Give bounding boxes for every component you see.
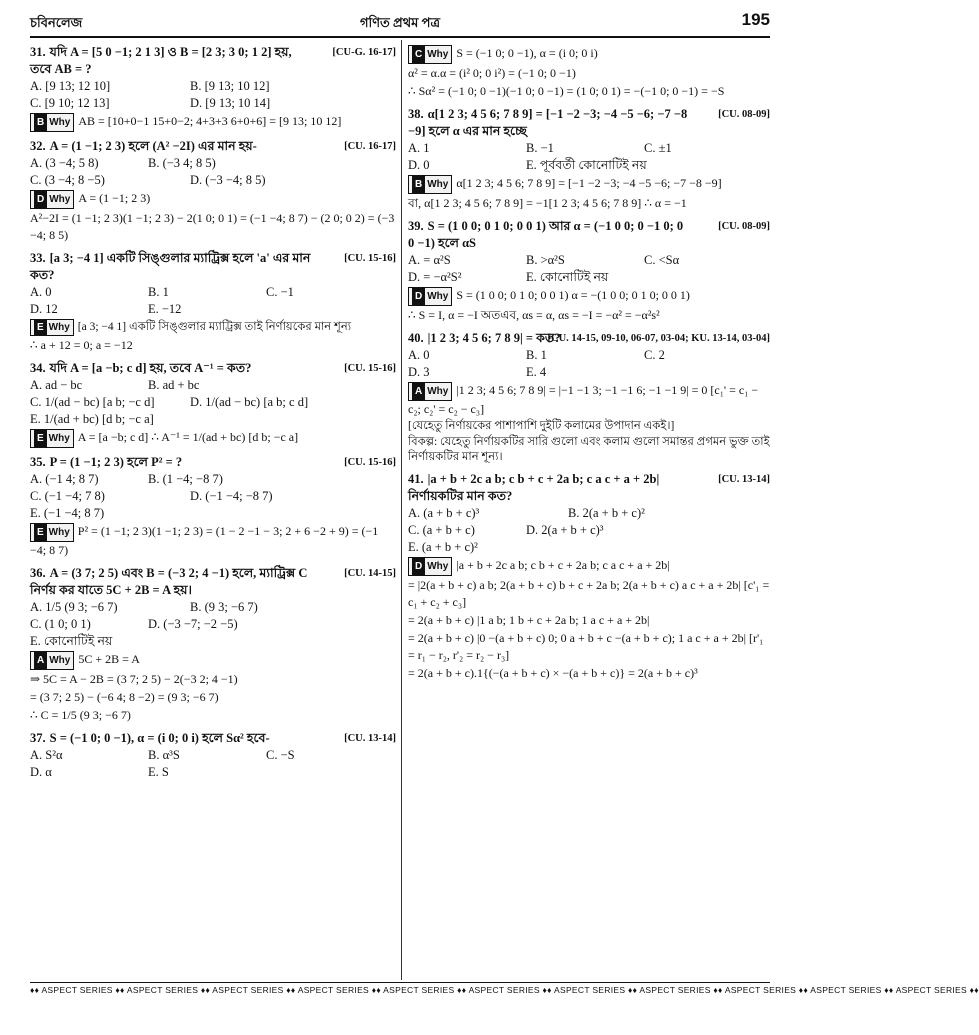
question-number: 36. bbox=[30, 566, 46, 580]
answer-letter: E bbox=[34, 430, 47, 447]
solution-label: Why bbox=[427, 49, 449, 60]
question-heading bbox=[30, 730, 396, 747]
solution-line bbox=[30, 651, 396, 670]
option-item: E. (a + b + c)² bbox=[408, 540, 478, 554]
solution-block bbox=[408, 287, 770, 324]
page-number: 195 bbox=[741, 10, 770, 29]
solution-text: AB = [10+0−1 15+0−2; 4+3+3 6+0+6] = [9 13; 10 12] bbox=[78, 114, 342, 128]
solution-badge bbox=[30, 190, 74, 209]
question-text: [a 3; −4 1] একটি সিঙ্গুলার ম্যাট্রিক্স হলে 'a' এর মান কত? bbox=[30, 251, 311, 282]
option-item: E. S bbox=[148, 765, 169, 779]
solution-line bbox=[408, 382, 770, 418]
solution-badge bbox=[30, 319, 74, 336]
solution-text: A = (1 −1; 2 3) bbox=[78, 191, 151, 205]
option-item: B. (−3 4; 8 5) bbox=[148, 156, 216, 170]
solution-text: P² = (1 −1; 2 3)(1 −1; 2 3) = (1 − 2 −1 − 3; 2 + 6 −2 + 9) = (−1 −4; 8 7) bbox=[30, 524, 379, 557]
question-reference: [CU. 16-17] bbox=[344, 141, 396, 152]
solution-text: α² = α.α = (i² 0; 0 i²) = (−1 0; 0 −1) bbox=[408, 66, 576, 80]
solution-label: Why bbox=[49, 117, 71, 128]
option-item: D. [9 13; 10 14] bbox=[190, 96, 271, 110]
option-item: E. (−1 −4; 8 7) bbox=[30, 506, 105, 520]
option-item: B. 1 bbox=[148, 285, 169, 299]
solution-text: [যেহেতু নির্ণায়কের পাশাপাশি দুইটি কলামের উপাদান একই।] bbox=[408, 420, 675, 432]
solution-text: = |2(a + b + c) a b; 2(a + b + c) b + c + 2a b; 2(a + b + c) a c + a + 2b| [c'₁ = c₁ + c₂ + c₃] bbox=[408, 578, 770, 609]
question-text: যদি A = [5 0 −1; 2 1 3] ও B = [2 3; 3 0; 1 2] হয়, তবে AB = ? bbox=[30, 45, 292, 76]
solution-line bbox=[30, 113, 396, 132]
option-item: A. 1 bbox=[408, 141, 430, 155]
solution-text: = 2(a + b + c).1{(−(a + b + c) × −(a + b + c)} = 2(a + b + c)³ bbox=[408, 666, 698, 680]
option-item: B. (9 3; −6 7) bbox=[190, 600, 258, 614]
solution-block bbox=[30, 651, 396, 724]
question-heading bbox=[408, 330, 770, 347]
solution-label: Why bbox=[48, 433, 70, 444]
option-item: A. = α²S bbox=[408, 253, 451, 267]
option-item: A. 0 bbox=[408, 348, 430, 362]
question-reference: [CU. 13-14] bbox=[718, 474, 770, 485]
solution-line bbox=[30, 707, 396, 724]
option-item: D. 2(a + b + c)³ bbox=[526, 523, 604, 537]
option-item: A. S²α bbox=[30, 748, 63, 762]
option-item: D. (−3 −7; −2 −5) bbox=[148, 617, 238, 631]
question-heading bbox=[408, 106, 770, 140]
question-number: 37. bbox=[30, 731, 46, 745]
option-item: C. (1 0; 0 1) bbox=[30, 617, 91, 631]
option-item: A. 1/5 (9 3; −6 7) bbox=[30, 600, 118, 614]
answer-letter: E bbox=[34, 524, 47, 541]
solution-line bbox=[30, 671, 396, 688]
solution-block bbox=[408, 175, 770, 212]
option-item: C. 2 bbox=[644, 348, 665, 362]
answer-letter: E bbox=[34, 320, 47, 335]
solution-line bbox=[408, 612, 770, 629]
answer-letter: A bbox=[34, 652, 47, 669]
options-list bbox=[30, 599, 396, 650]
solution-text: A = [a −b; c d] ∴ A⁻¹ = 1/(ad + bc) [d b; −c a] bbox=[77, 430, 299, 444]
question-heading bbox=[30, 250, 396, 284]
option-item: E. 4 bbox=[526, 365, 547, 379]
question-block bbox=[30, 730, 396, 781]
option-item: C. 1/(ad − bc) [a b; −c d] bbox=[30, 395, 155, 409]
solution-badge bbox=[408, 175, 452, 194]
option-item: D. = −α²S² bbox=[408, 270, 462, 284]
right-column bbox=[408, 44, 770, 974]
option-item: B. −1 bbox=[526, 141, 554, 155]
solution-text: = (3 7; 2 5) − (−6 4; 8 −2) = (9 3; −6 7) bbox=[30, 690, 219, 704]
question-block bbox=[408, 330, 770, 465]
option-item: D. (−3 −4; 8 5) bbox=[190, 173, 266, 187]
solution-text: 5C + 2B = A bbox=[78, 652, 140, 666]
option-item: D. 1/(ad − bc) [a b; c d] bbox=[190, 395, 309, 409]
left-column bbox=[30, 44, 396, 974]
solution-label: Why bbox=[427, 386, 449, 397]
answer-letter: B bbox=[34, 114, 47, 131]
option-item: B. (1 −4; −8 7) bbox=[148, 472, 223, 486]
solution-text: ∴ S = I, α = −I অতএব, αs = α, αs = −I = −α² = −α²s² bbox=[408, 308, 660, 322]
solution-text: |1 2 3; 4 5 6; 7 8 9| = |−1 −1 3; −1 −1 6; −1 −1 9| = 0 [c₁' = c₁ − c₂; c₂' = c₂ − c₃] bbox=[408, 383, 759, 416]
question-number: 34. bbox=[30, 361, 46, 375]
solution-line bbox=[30, 190, 396, 209]
solution-label: Why bbox=[48, 322, 70, 333]
solution-line bbox=[408, 287, 770, 306]
solution-line bbox=[30, 337, 396, 354]
option-item: A. [9 13; 12 10] bbox=[30, 79, 111, 93]
solution-line bbox=[408, 195, 770, 212]
question-reference: [CU-G. 16-17] bbox=[332, 47, 396, 58]
solution-text: S = (−1 0; 0 −1), α = (i 0; 0 i) bbox=[456, 46, 598, 60]
question-number: 38. bbox=[408, 107, 424, 121]
options-list bbox=[30, 377, 396, 428]
solution-line bbox=[408, 45, 770, 64]
column-divider bbox=[401, 40, 402, 980]
question-number: 35. bbox=[30, 455, 46, 469]
solution-block bbox=[30, 319, 396, 354]
header-center-title: গণিত প্রথম পত্র bbox=[359, 15, 441, 30]
solution-line bbox=[408, 557, 770, 576]
option-item: A. (a + b + c)³ bbox=[408, 506, 480, 520]
question-block bbox=[30, 138, 396, 244]
option-item: A. (−1 4; 8 7) bbox=[30, 472, 99, 486]
question-text: S = (−1 0; 0 −1), α = (i 0; 0 i) হলে Sα² হবে- bbox=[49, 731, 270, 745]
solution-block bbox=[30, 190, 396, 244]
options-list bbox=[30, 747, 396, 781]
option-item: A. 0 bbox=[30, 285, 52, 299]
solution-text: বা, α[1 2 3; 4 5 6; 7 8 9] = −1[1 2 3; 4 5 6; 7 8 9] ∴ α = −1 bbox=[408, 196, 687, 210]
solution-line bbox=[30, 523, 396, 559]
solution-block bbox=[30, 113, 396, 132]
question-heading bbox=[30, 565, 396, 599]
solution-text: ⇒ 5C = A − 2B = (3 7; 2 5) − 2(−3 2; 4 −1) bbox=[30, 672, 238, 686]
solution-block bbox=[408, 382, 770, 465]
question-reference: [CU. 08-09] bbox=[718, 221, 770, 232]
option-item: E. কোনোটিই নয় bbox=[30, 634, 113, 648]
option-item: B. α³S bbox=[148, 748, 180, 762]
answer-letter: D bbox=[412, 288, 425, 305]
solution-text: α[1 2 3; 4 5 6; 7 8 9] = [−1 −2 −3; −4 −5 −6; −7 −8 −9] bbox=[456, 176, 722, 190]
solution-text: ∴ C = 1/5 (9 3; −6 7) bbox=[30, 708, 131, 722]
solution-text: = 2(a + b + c) |0 −(a + b + c) 0; 0 a + b + c −(a + b + c); 1 a c + a + 2b| [r'₁ = r₁ − r₂, r'₂ = r₂ − r₃] bbox=[408, 631, 764, 662]
option-item: C. (a + b + c) bbox=[408, 523, 475, 537]
solution-line bbox=[408, 419, 770, 434]
question-number: 33. bbox=[30, 251, 46, 265]
question-text: α[1 2 3; 4 5 6; 7 8 9] = [−1 −2 −3; −4 −5 −6; −7 −8 −9] হলে α এর মান হচ্ছে bbox=[408, 107, 688, 138]
solution-line bbox=[30, 429, 396, 448]
answer-letter: C bbox=[412, 46, 425, 63]
option-item: E. পূর্ববর্তী কোনোটিই নয় bbox=[526, 158, 647, 172]
page-footer: ♦♦ ASPECT SERIES ♦♦ ASPECT SERIES ♦♦ ASPECT SERIES ♦♦ ASPECT SERIES ♦♦ ASPECT SERIES ♦♦ ASPECT SERIES ♦♦ ASPECT SERIES ♦♦ ASPECT SERIES ♦♦ ASPECT SERIES ♦♦ ASPECT SERIES ♦♦ ASPECT SERIES ♦♦ bbox=[30, 982, 770, 995]
question-block bbox=[30, 454, 396, 559]
page-header bbox=[30, 8, 770, 38]
question-block bbox=[30, 360, 396, 448]
question-block bbox=[30, 565, 396, 724]
solution-line bbox=[30, 689, 396, 706]
options-list bbox=[408, 347, 770, 381]
question-number: 39. bbox=[408, 219, 424, 233]
solution-block bbox=[30, 429, 396, 448]
solution-label: Why bbox=[427, 291, 449, 302]
solution-line bbox=[30, 319, 396, 336]
option-item: C. <Sα bbox=[644, 253, 680, 267]
solution-text: বিকল্প: যেহেতু নির্ণায়কটির সারি গুলো এবং কলাম গুলো সমান্তর প্রগমন ভুক্ত তাই নির্ণায়কটির মান শূন্য। bbox=[408, 436, 770, 463]
solution-line bbox=[408, 307, 770, 324]
solution-label: Why bbox=[427, 561, 449, 572]
option-item: E. 1/(ad + bc) [d b; −c a] bbox=[30, 412, 154, 426]
solution-block bbox=[408, 557, 770, 682]
solution-label: Why bbox=[49, 194, 71, 205]
question-text: যদি A = [a −b; c d] হয়, তবে A⁻¹ = কত? bbox=[49, 361, 252, 375]
solution-line bbox=[408, 630, 770, 664]
options-list bbox=[408, 505, 770, 556]
question-text: S = (1 0 0; 0 1 0; 0 0 1) আর α = (−1 0 0; 0 −1 0; 0 0 −1) হলে αS bbox=[408, 219, 684, 250]
question-block bbox=[30, 44, 396, 132]
question-heading bbox=[30, 44, 396, 78]
option-item: C. ±1 bbox=[644, 141, 672, 155]
solution-block bbox=[408, 45, 770, 100]
solution-text: = 2(a + b + c) |1 a b; 1 b + c + 2a b; 1 a c + a + 2b| bbox=[408, 613, 650, 627]
option-item: B. ad + bc bbox=[148, 378, 200, 392]
question-heading bbox=[30, 138, 396, 155]
solution-text: ∴ a + 12 = 0; a = −12 bbox=[30, 338, 133, 352]
option-item: E. কোনোটিই নয় bbox=[526, 270, 609, 284]
option-item: B. 1 bbox=[526, 348, 547, 362]
options-list bbox=[30, 284, 396, 318]
header-rule bbox=[30, 36, 770, 38]
option-item: C. (3 −4; 8 −5) bbox=[30, 173, 105, 187]
question-text: |1 2 3; 4 5 6; 7 8 9| = কত? bbox=[427, 331, 561, 345]
option-item: D. 12 bbox=[30, 302, 58, 316]
solution-label: Why bbox=[427, 179, 449, 190]
question-text: A = (3 7; 2 5) এবং B = (−3 2; 4 −1) হলে, ম্যাট্রিক্স C নির্ণয় কর যাতে 5C + 2B = A হয়। bbox=[30, 566, 308, 597]
option-item: C. −S bbox=[266, 748, 295, 762]
question-reference: [CU. 08-09] bbox=[718, 109, 770, 120]
solution-line bbox=[408, 65, 770, 82]
options-list bbox=[30, 155, 396, 189]
solution-line bbox=[30, 210, 396, 244]
question-heading bbox=[408, 218, 770, 252]
question-number: 31. bbox=[30, 45, 46, 59]
solution-label: Why bbox=[48, 527, 70, 538]
option-item: D. 3 bbox=[408, 365, 430, 379]
answer-letter: D bbox=[412, 558, 425, 575]
solution-badge bbox=[408, 557, 452, 576]
question-reference: [CU. 14-15, 09-10, 06-07, 03-04; KU. 13-14, 03-04] bbox=[547, 333, 770, 344]
question-heading bbox=[30, 454, 396, 471]
solution-line bbox=[408, 435, 770, 465]
question-heading bbox=[408, 471, 770, 505]
header-left-title: চবিনলেজ bbox=[30, 15, 83, 30]
question-heading bbox=[30, 360, 396, 377]
solution-badge bbox=[408, 382, 452, 401]
option-item: B. >α²S bbox=[526, 253, 565, 267]
solution-badge bbox=[408, 45, 452, 64]
option-item: C. (−1 −4; 7 8) bbox=[30, 489, 105, 503]
solution-text: ∴ Sα² = (−1 0; 0 −1)(−1 0; 0 −1) = (1 0; 0 1) = −(−1 0; 0 −1) = −S bbox=[408, 84, 725, 98]
solution-text: S = (1 0 0; 0 1 0; 0 0 1) α = −(1 0 0; 0 1 0; 0 0 1) bbox=[456, 288, 690, 302]
question-number: 40. bbox=[408, 331, 424, 345]
question-number: 41. bbox=[408, 472, 424, 486]
question-reference: [CU. 15-16] bbox=[344, 363, 396, 374]
question-block bbox=[408, 45, 770, 100]
option-item: C. −1 bbox=[266, 285, 294, 299]
solution-badge bbox=[408, 287, 452, 306]
option-item: D. α bbox=[30, 765, 52, 779]
question-reference: [CU. 15-16] bbox=[344, 253, 396, 264]
question-text: A = (1 −1; 2 3) হলে (A² −2I) এর মান হয়- bbox=[49, 139, 257, 153]
option-item: B. 2(a + b + c)² bbox=[568, 506, 645, 520]
question-block bbox=[408, 471, 770, 682]
question-reference: [CU. 13-14] bbox=[344, 733, 396, 744]
answer-letter: D bbox=[34, 191, 47, 208]
solution-badge bbox=[30, 429, 74, 448]
solution-badge bbox=[30, 523, 74, 542]
solution-line bbox=[408, 577, 770, 611]
option-item: C. [9 10; 12 13] bbox=[30, 96, 110, 110]
options-list bbox=[408, 252, 770, 286]
answer-letter: B bbox=[412, 176, 425, 193]
solution-badge bbox=[30, 113, 74, 132]
solution-label: Why bbox=[49, 655, 71, 666]
options-list bbox=[30, 78, 396, 112]
option-item: E. −12 bbox=[148, 302, 182, 316]
solution-text: |a + b + 2c a b; c b + c + 2a b; c a c + a + 2b| bbox=[456, 558, 670, 572]
solution-text: [a 3; −4 1] একটি সিঙ্গুলার ম্যাট্রিক্স তাই নির্ণায়কের মান শূন্য bbox=[77, 321, 352, 333]
solution-block bbox=[30, 523, 396, 559]
options-list bbox=[30, 471, 396, 522]
question-block bbox=[30, 250, 396, 354]
option-item: B. [9 13; 10 12] bbox=[190, 79, 270, 93]
option-item: A. (3 −4; 5 8) bbox=[30, 156, 99, 170]
question-block bbox=[408, 106, 770, 212]
option-item: A. ad − bc bbox=[30, 378, 83, 392]
question-text: |a + b + 2c a b; c b + c + 2a b; c a c + a + 2b| নির্ণায়কটির মান কত? bbox=[408, 472, 660, 503]
question-number: 32. bbox=[30, 139, 46, 153]
answer-letter: A bbox=[412, 383, 425, 400]
question-reference: [CU. 15-16] bbox=[344, 457, 396, 468]
option-item: D. 0 bbox=[408, 158, 430, 172]
question-reference: [CU. 14-15] bbox=[344, 568, 396, 579]
option-item: D. (−1 −4; −8 7) bbox=[190, 489, 273, 503]
solution-line bbox=[408, 665, 770, 682]
options-list bbox=[408, 140, 770, 174]
solution-line bbox=[408, 83, 770, 100]
question-text: P = (1 −1; 2 3) হলে P² = ? bbox=[49, 455, 183, 469]
solution-badge bbox=[30, 651, 74, 670]
solution-text: A²−2I = (1 −1; 2 3)(1 −1; 2 3) − 2(1 0; 0 1) = (−1 −4; 8 7) − (2 0; 0 2) = (−3 −4; 8 5) bbox=[30, 211, 395, 242]
question-block bbox=[408, 218, 770, 324]
solution-line bbox=[408, 175, 770, 194]
